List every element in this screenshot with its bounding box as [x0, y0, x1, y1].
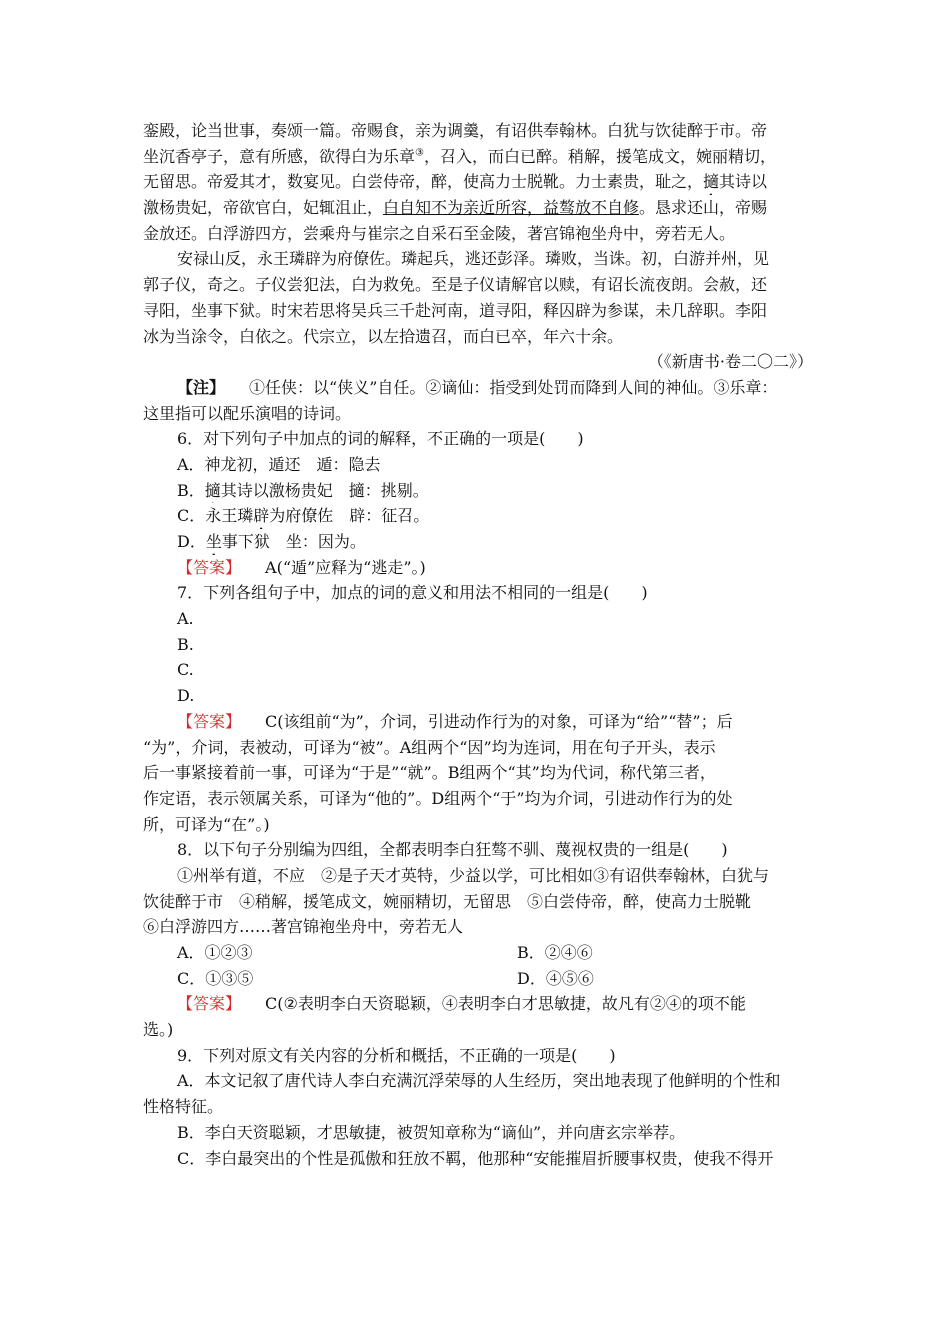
- question-9-stem: [143, 1043, 813, 1069]
- passage-text: 坐沉香亭子，意有所感，欲得白为乐章: [143, 146, 416, 166]
- question-6-option-c: [143, 503, 813, 529]
- question-text: 7．下列各组句子中，加点的词的意义和用法不相同的一组是( ): [177, 583, 648, 603]
- option-text: A．本文记叙了唐代诗人李白充满沉浮荣辱的人生经历，突出地表现了他鲜明的个性和: [177, 1071, 781, 1091]
- question-text: 8．以下句子分别编为四组，全都表明李白狂骜不驯、蔑视权贵的一组是( ): [177, 840, 728, 860]
- answer-text: C(该组前“为”，介词，引进动作行为的对象，可译为“给”“替”；后: [265, 711, 733, 731]
- option-text: C．永王璘: [177, 506, 254, 526]
- question-6-stem: [143, 426, 813, 452]
- question-6-option-b: [143, 478, 813, 504]
- answer-line: [143, 1017, 813, 1043]
- question-6-option-a: [143, 452, 813, 478]
- question-7-option-a: [143, 606, 813, 632]
- option-text: B．: [177, 480, 205, 500]
- answer-text: 作定语，表示领属关系，可译为“他的”。D组两个“于”均为介词，引进动作行为的处: [143, 788, 733, 808]
- answer-line: [143, 812, 813, 838]
- underlined-sentence: 白自知不为亲近所容，益骜放不自修: [383, 198, 640, 218]
- answer-text: 选。): [143, 1020, 174, 1040]
- option-text: D．: [177, 532, 206, 551]
- passage-text: 銮殿，论当世事，奏颂一篇。帝赐食，亲为调羹，有诏供奉翰林。白犹与饮徒醉于市。帝: [143, 121, 768, 140]
- option-text: 事下狱 坐：因为。: [221, 532, 366, 551]
- passage-line: [143, 169, 813, 195]
- answer-label: 【答案】: [177, 994, 242, 1014]
- question-8-options-row: [143, 940, 813, 966]
- question-7-option-b: [143, 632, 813, 658]
- notes-label: 【注】: [177, 377, 226, 397]
- emphasized-word: 辟: [253, 506, 270, 526]
- emphasized-word: 擿: [204, 480, 221, 500]
- question-7-answer: [143, 709, 813, 735]
- question-9-option-b: [143, 1120, 813, 1146]
- source-citation: [143, 349, 813, 375]
- option-text: 其诗以激杨贵妃 擿：挑剔。: [220, 480, 429, 500]
- passage-line: [143, 246, 813, 272]
- passage-text: 耻之，: [655, 172, 704, 192]
- document-body: [143, 118, 813, 1171]
- question-6-answer: [143, 555, 813, 581]
- passage-text: 其诗以: [719, 172, 768, 192]
- passage-line: [143, 144, 813, 170]
- answer-line: [143, 735, 813, 761]
- emphasized-word: 擿: [703, 172, 720, 192]
- notes-text: ①任侠：以“侠义”自任。②谪仙：指受到处罚而降到人间的神仙。③乐章：: [249, 377, 778, 397]
- option-text: 性格特征。: [143, 1097, 224, 1117]
- option-b: B．②④⑥: [517, 943, 593, 962]
- question-8-sentences: [143, 863, 813, 889]
- notes-text: 这里指可以配乐演唱的诗词。: [143, 403, 352, 423]
- option-text: C．李白最突出的个性是孤傲和狂放不羁，他那种“安能摧眉折腰事权贵，使我不得开: [177, 1148, 774, 1168]
- footnote-marker: ③: [415, 147, 424, 159]
- question-9-option-a-cont: [143, 1094, 813, 1120]
- passage-text: 激杨贵妃，帝欲官白，妃辄沮止，: [143, 198, 384, 218]
- question-7-option-d: [143, 683, 813, 709]
- notes-line: [143, 401, 813, 427]
- passage-line: [143, 272, 813, 298]
- question-text: 6．对下列句子中加点的词的解释，不正确的一项是( ): [177, 429, 584, 449]
- option-d: D．④⑤⑥: [517, 968, 594, 988]
- sentence-list-text: 饮徒醉于市 ④稍解，援笔成文，婉丽精切，无留思 ⑤白尝侍帝，醉，使高力士脱靴: [143, 891, 752, 911]
- answer-text: 所，可译为“在”。): [143, 814, 270, 834]
- answer-line: [143, 760, 813, 786]
- option-text: C.: [177, 660, 194, 680]
- question-8-sentences: [143, 889, 813, 915]
- option-text: B．李白天资聪颖，才思敏捷，被贺知章称为“谪仙”，并向唐玄宗举荐。: [177, 1122, 686, 1142]
- passage-line: [143, 195, 813, 221]
- sentence-list-text: ⑥白浮游四方……著宫锦袍坐舟中，旁若无人: [143, 917, 464, 937]
- passage-text: ，召入，而白已醉。稍解，援笔成文，婉丽精切，: [423, 146, 776, 166]
- question-7-stem: [143, 580, 813, 606]
- passage-text: 冰为当涂令，白依之。代宗立，以左拾遗召，而白已卒，年六十余。: [143, 326, 624, 346]
- passage-text: 无留思。帝爱其才，数宴见。白尝侍帝，醉，使高力士脱靴。力士素贵，: [143, 172, 656, 192]
- question-8-answer: [143, 991, 813, 1017]
- passage-line: [143, 118, 813, 144]
- question-8-stem: [143, 837, 813, 863]
- passage-line: [143, 298, 813, 324]
- option-text: A．神龙初，遁还 遁：隐去: [177, 454, 381, 474]
- option-text: B.: [177, 634, 194, 654]
- question-8-options-row: [143, 966, 813, 992]
- option-c: C．①③⑤: [177, 968, 254, 988]
- question-6-option-d: [143, 529, 813, 555]
- question-9-option-c: [143, 1146, 813, 1172]
- passage-text: 。恳求还山，帝赐: [639, 198, 768, 218]
- option-a: A．①②③: [177, 943, 253, 962]
- answer-label: 【答案】: [177, 557, 242, 577]
- question-8-sentences: [143, 914, 813, 940]
- option-text: 为府僚佐 辟：征召。: [269, 506, 430, 526]
- option-text: D.: [177, 686, 195, 706]
- answer-line: [143, 786, 813, 812]
- answer-text: 后一事紧接着前一事，可译为“于是”“就”。B组两个“其”均为代词，称代第三者，: [143, 763, 716, 783]
- passage-line: [143, 324, 813, 350]
- passage-text: 安禄山反，永王璘辟为府僚佐。璘起兵，逃还彭泽。璘败，当诛。初，白游并州，见: [177, 249, 770, 269]
- notes-line: [143, 375, 813, 401]
- question-7-option-c: [143, 657, 813, 683]
- question-text: 9．下列对原文有关内容的分析和概括，不正确的一项是( ): [177, 1045, 616, 1065]
- passage-text: 金放还。白浮游四方，尝乘舟与崔宗之自采石至金陵，著宫锦袍坐舟中，旁若无人。: [143, 223, 736, 243]
- passage-line: [143, 221, 813, 247]
- question-9-option-a: [143, 1068, 813, 1094]
- answer-text: “为”，介词，表被动，可译为“被”。A组两个“因”均为连词，用在句子开头，表示: [143, 737, 716, 757]
- source-text: （《新唐书·卷二〇二》）: [647, 352, 813, 372]
- sentence-list-text: ①州举有道，不应 ②是子天才英特，少益以学，可比相如③有诏供奉翰林，白犹与: [177, 865, 770, 885]
- passage-text: 郭子仪，奇之。子仪尝犯法，白为救免。至是子仪请解官以赎，有诏长流夜朗。会赦，还: [143, 275, 768, 295]
- option-text: A.: [177, 609, 194, 629]
- passage-text: 寻阳，坐事下狱。时宋若思将吴兵三千赴河南，道寻阳，释囚辟为参谋，未几辞职。李阳: [143, 300, 768, 320]
- answer-text: A(“遁”应释为“逃走”。): [265, 557, 426, 577]
- emphasized-word: 坐: [205, 532, 222, 551]
- answer-label: 【答案】: [177, 711, 242, 731]
- answer-text: C(②表明李白天资聪颖，④表明李白才思敏捷，故凡有②④的项不能: [265, 994, 746, 1014]
